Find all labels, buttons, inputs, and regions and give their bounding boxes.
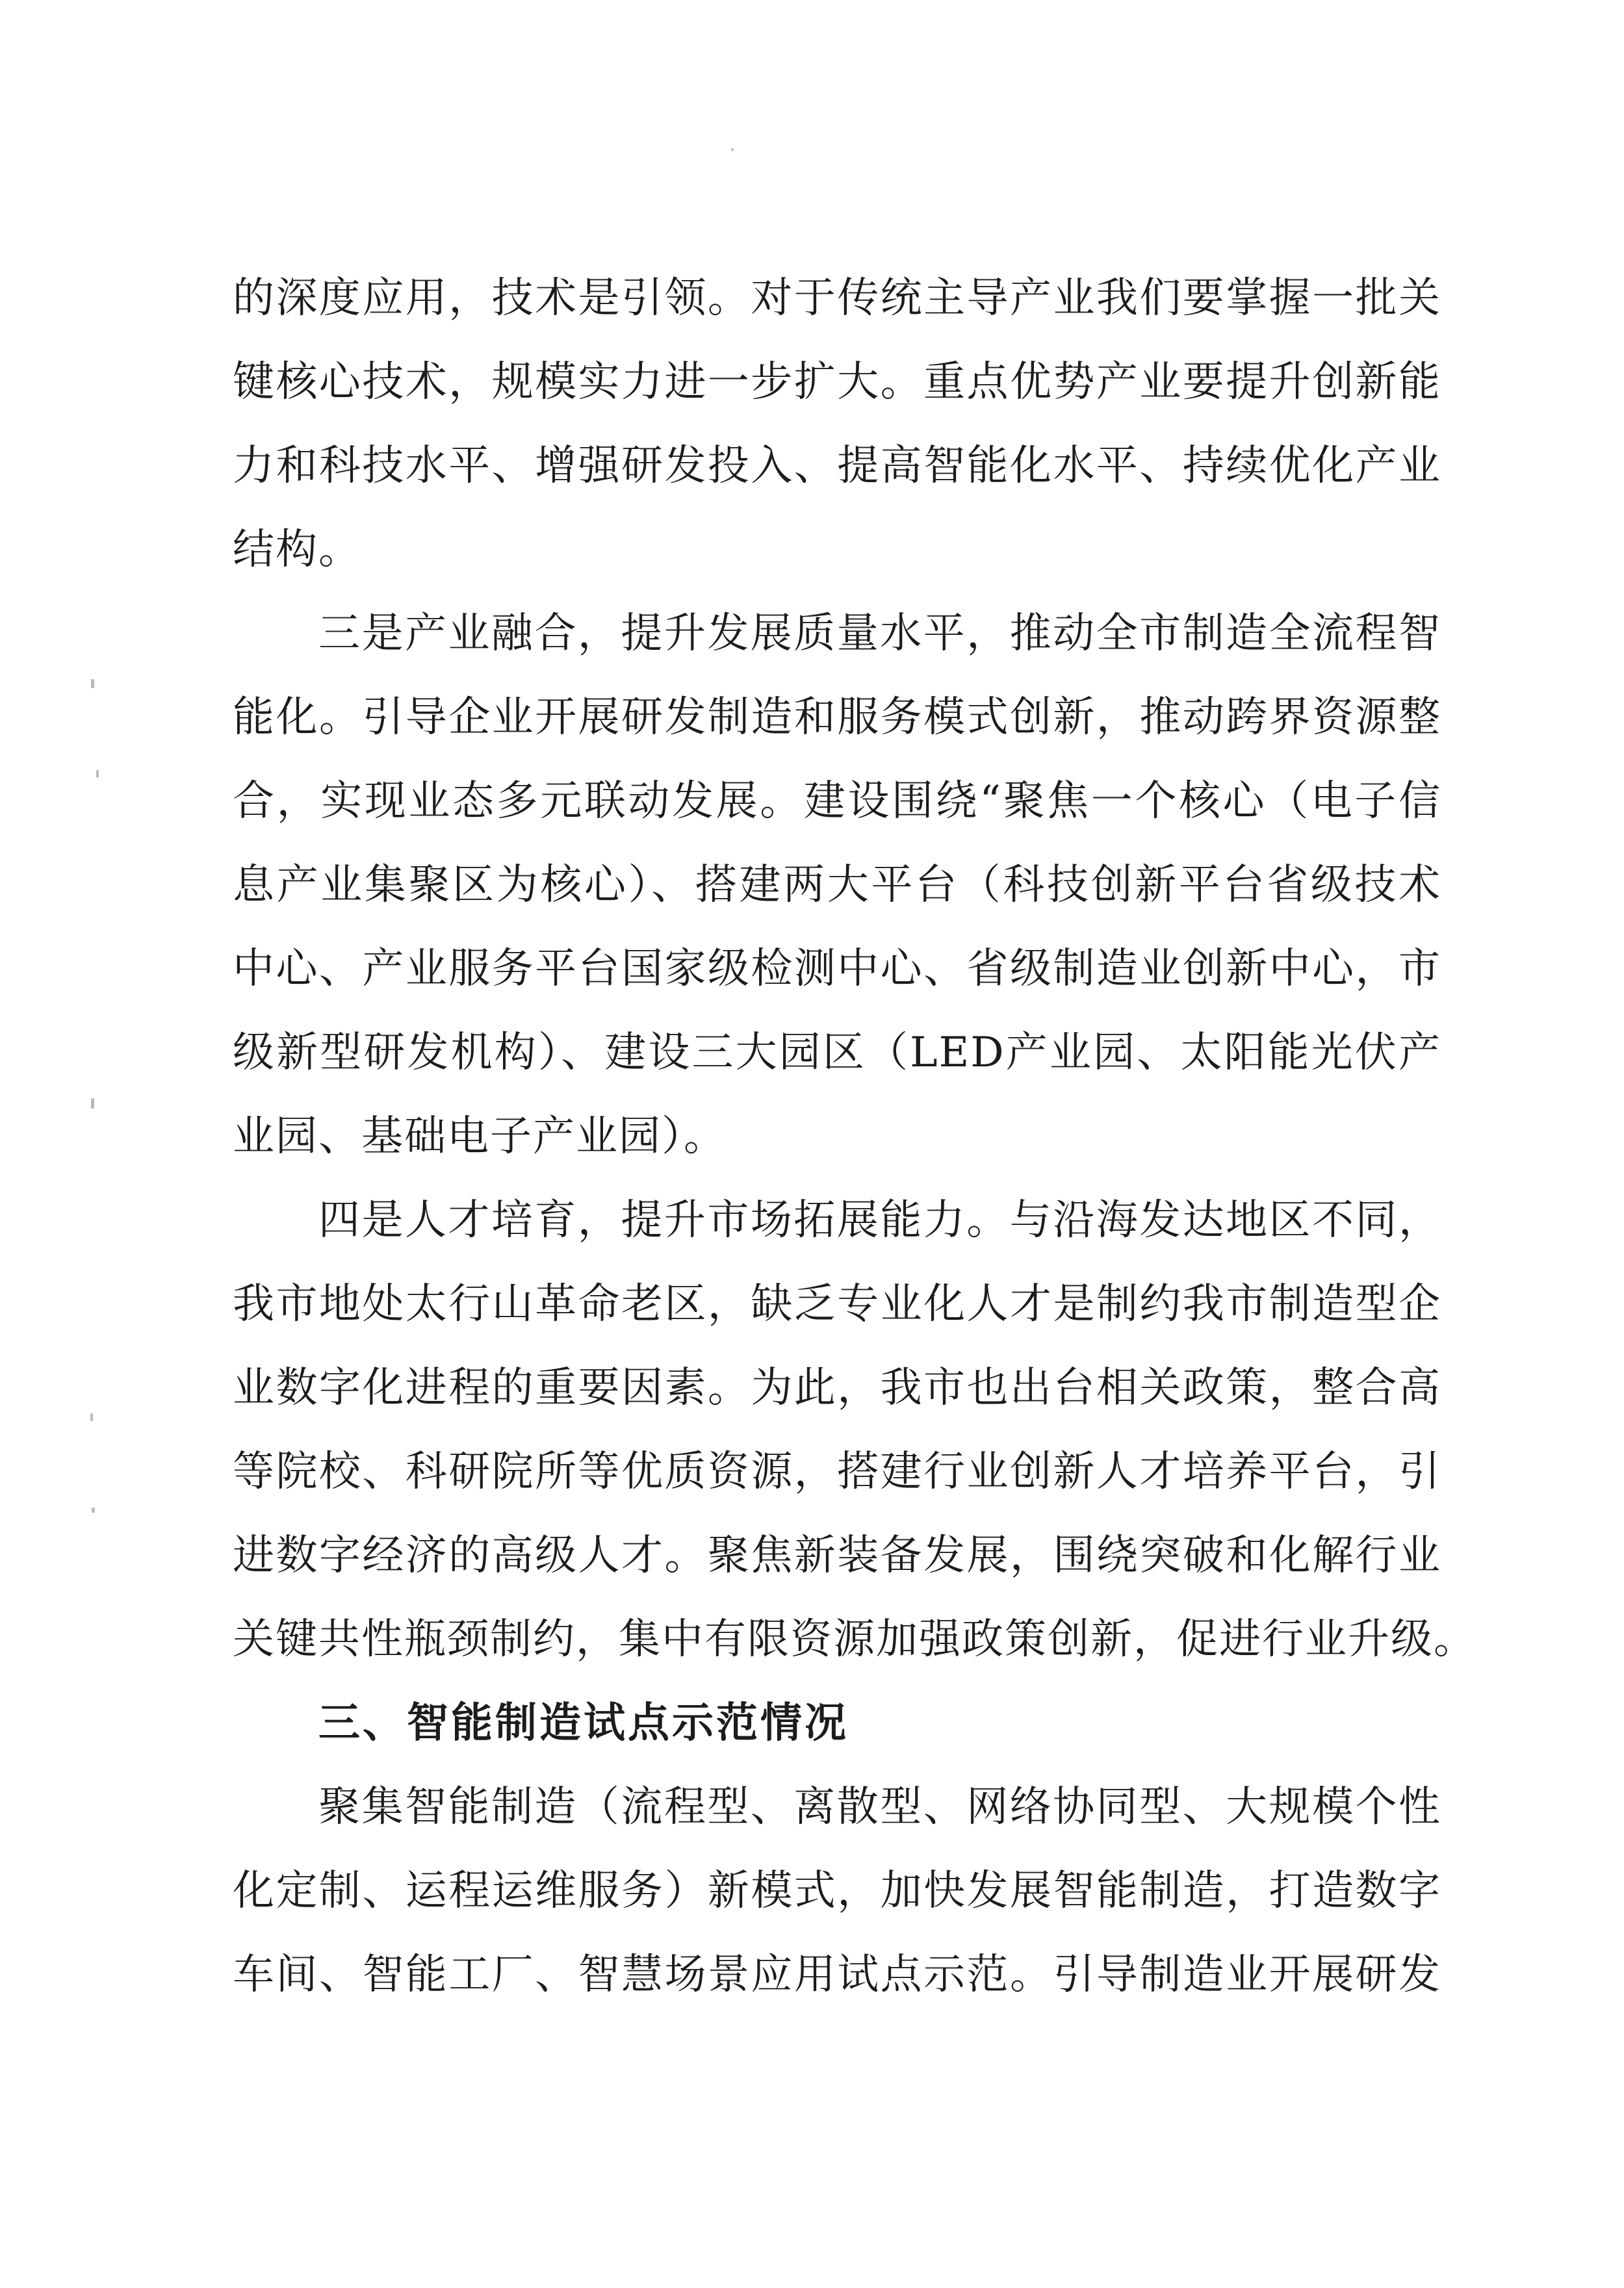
section-heading-text: 三、智能制造试点示范情况 (318, 1699, 849, 1747)
paragraph-continuation (233, 257, 1441, 592)
scan-artifact (96, 770, 99, 778)
text-line: 四是人才培育，提升市场拓展能力。与沿海发达地区不同， (318, 1196, 1441, 1244)
scan-artifact (731, 148, 734, 151)
document-body (233, 257, 1476, 2017)
text-line: 业数字化进程的重要因素。为此，我市也出台相关政策，整合高 (233, 1364, 1441, 1412)
scan-artifact (91, 679, 94, 688)
text-line: 三是产业融合，提升发展质量水平，推动全市制造全流程智 (318, 610, 1441, 658)
scan-artifact (91, 1098, 94, 1109)
text-line: 结构。 (233, 526, 361, 574)
text-line: 我市地处太行山革命老区，缺乏专业化人才是制约我市制造型企 (233, 1280, 1441, 1328)
text-line: 中心、产业服务平台国家级检测中心、省级制造业创新中心，市 (233, 945, 1441, 993)
text-line: 车间、智能工厂、智慧场景应用试点示范。引导制造业开展研发 (233, 1951, 1441, 1999)
paragraph-industry-integration (233, 592, 1441, 1179)
paragraph-talent-cultivation (233, 1179, 1476, 1682)
text-line: 的深度应用，技术是引领。对于传统主导产业我们要掌握一批关 (233, 274, 1441, 322)
section-heading (233, 1682, 1441, 1766)
text-line: 等院校、科研院所等优质资源，搭建行业创新人才培养平台，引 (233, 1448, 1441, 1496)
text-line: 进数字经济的高级人才。聚焦新装备发展，围绕突破和化解行业 (233, 1532, 1441, 1580)
text-line: 业园、基础电子产业园）。 (233, 1112, 727, 1161)
text-line: 关键共性瓶颈制约，集中有限资源加强政策创新，促进行业升级。 (233, 1615, 1476, 1664)
scan-artifact (90, 1413, 93, 1421)
text-line: 能化。引导企业开展研发制造和服务模式创新，推动跨界资源整 (233, 693, 1441, 741)
scan-artifact (92, 1508, 95, 1513)
text-line: 级新型研发机构）、建设三大园区（LED产业园、太阳能光伏产 (233, 1029, 1441, 1077)
text-line: 化定制、运程运维服务）新模式，加快发展智能制造，打造数字 (233, 1867, 1441, 1915)
text-line: 力和科技水平、增强研发投入、提高智能化水平、持续优化产业 (233, 442, 1441, 490)
text-line: 合，实现业态多元联动发展。建设围绕“聚焦一个核心（电子信 (233, 777, 1441, 825)
text-line: 聚集智能制造（流程型、离散型、网络协同型、大规模个性 (318, 1783, 1441, 1831)
text-line: 息产业集聚区为核心）、搭建两大平台（科技创新平台省级技术 (233, 861, 1441, 909)
paragraph-smart-manufacturing (233, 1766, 1441, 2017)
text-line: 键核心技术，规模实力进一步扩大。重点优势产业要提升创新能 (233, 358, 1441, 406)
